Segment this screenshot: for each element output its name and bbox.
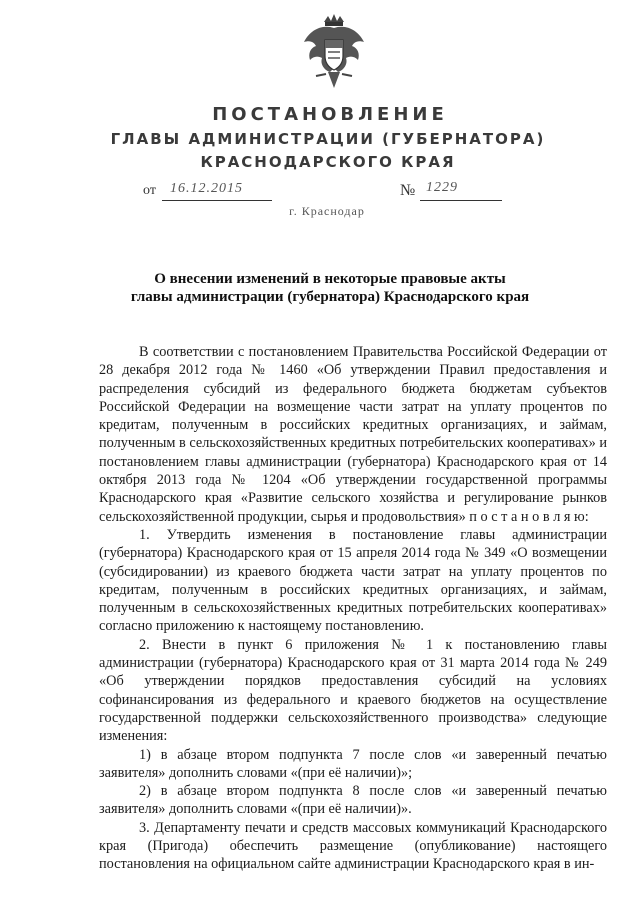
document-title-line-2: главы администрации (губернатора) Краснодарского края xyxy=(130,289,530,305)
document-title-line-1: О внесении изменений в некоторые правовые акты xyxy=(154,271,506,287)
paragraph-item-3: 3. Департаменту печати и средств массовых коммуникаций Краснодарского края (Пригода) обеспечить размещение (опубликование) настоящего постановления на официальном сайте администрации Краснодарского края в ин- xyxy=(99,819,607,873)
date-value: 16.12.2015 xyxy=(170,181,243,196)
region-name: КРАСНОДАРСКОГО КРАЯ xyxy=(200,153,456,171)
issuing-authority: ГЛАВЫ АДМИНИСТРАЦИИ (ГУБЕРНАТОРА) xyxy=(110,130,546,148)
date-underline xyxy=(162,200,272,201)
number-value: 1229 xyxy=(426,180,458,195)
number-label: № xyxy=(400,182,416,199)
paragraph-item-2: 2. Внести в пункт 6 приложения № 1 к постановлению главы администрации (губернатора) Краснодарского края от 31 марта 2014 года № 249 «Об утверждении порядков предоставления субсидий на условиях софинансирования из федерального и краевого бюджетов на осуществление государственной поддержки сельскохозяйственного производства» следующие изменения: xyxy=(99,636,607,745)
paragraph-item-1: 1. Утвердить изменения в постановление главы администрации (губернатора) Краснодарского края от 15 апреля 2014 года № 349 «О возмещении (субсидировании) из краевого бюджета части затрат на уплату процентов по кредитам, полученным в российских кредитных организациях, и займам, полученным в сельскохозяйственных кредитных потребительских кооперативах» согласно приложению к настоящему постановлению. xyxy=(99,526,607,635)
paragraph-subitem-1: 1) в абзаце втором подпункта 7 после слов «и заверенный печатью заявителя» дополнить словами «(при её наличии)»; xyxy=(99,746,607,781)
coat-of-arms-icon xyxy=(300,12,368,92)
date-label: от xyxy=(143,183,156,198)
city-name: г. Краснодар xyxy=(289,204,365,218)
date-number-row xyxy=(0,180,640,204)
document-body xyxy=(99,343,607,874)
document-type: ПОСТАНОВЛЕНИЕ xyxy=(212,104,448,125)
number-underline xyxy=(420,200,502,201)
paragraph-preamble: В соответствии с постановлением Правительства Российской Федерации от 28 декабря 2012 года № 1460 «Об утверждении Правил предоставления и распределения субсидий из федерального бюджета бюджетам субъектов Российской Федерации на возмещение части затрат на уплату процентов по кредитам, полученным в российских кредитных организациях, и займам, полученным в сельскохозяйственных кредитных потребительских кооперативах» и постановлением главы администрации (губернатора) Краснодарского края от 14 октября 2013 года № 1204 «Об утверждении государственной программы Краснодарского края «Развитие сельского хозяйства и регулирование рынков сельскохозяйственной продукции, сырья и продовольствия» п о с т а н о в л я ю: xyxy=(99,344,607,525)
paragraph-subitem-2: 2) в абзаце втором подпункта 8 после слов «и заверенный печатью заявителя» дополнить словами «(при её наличии)». xyxy=(99,783,607,818)
